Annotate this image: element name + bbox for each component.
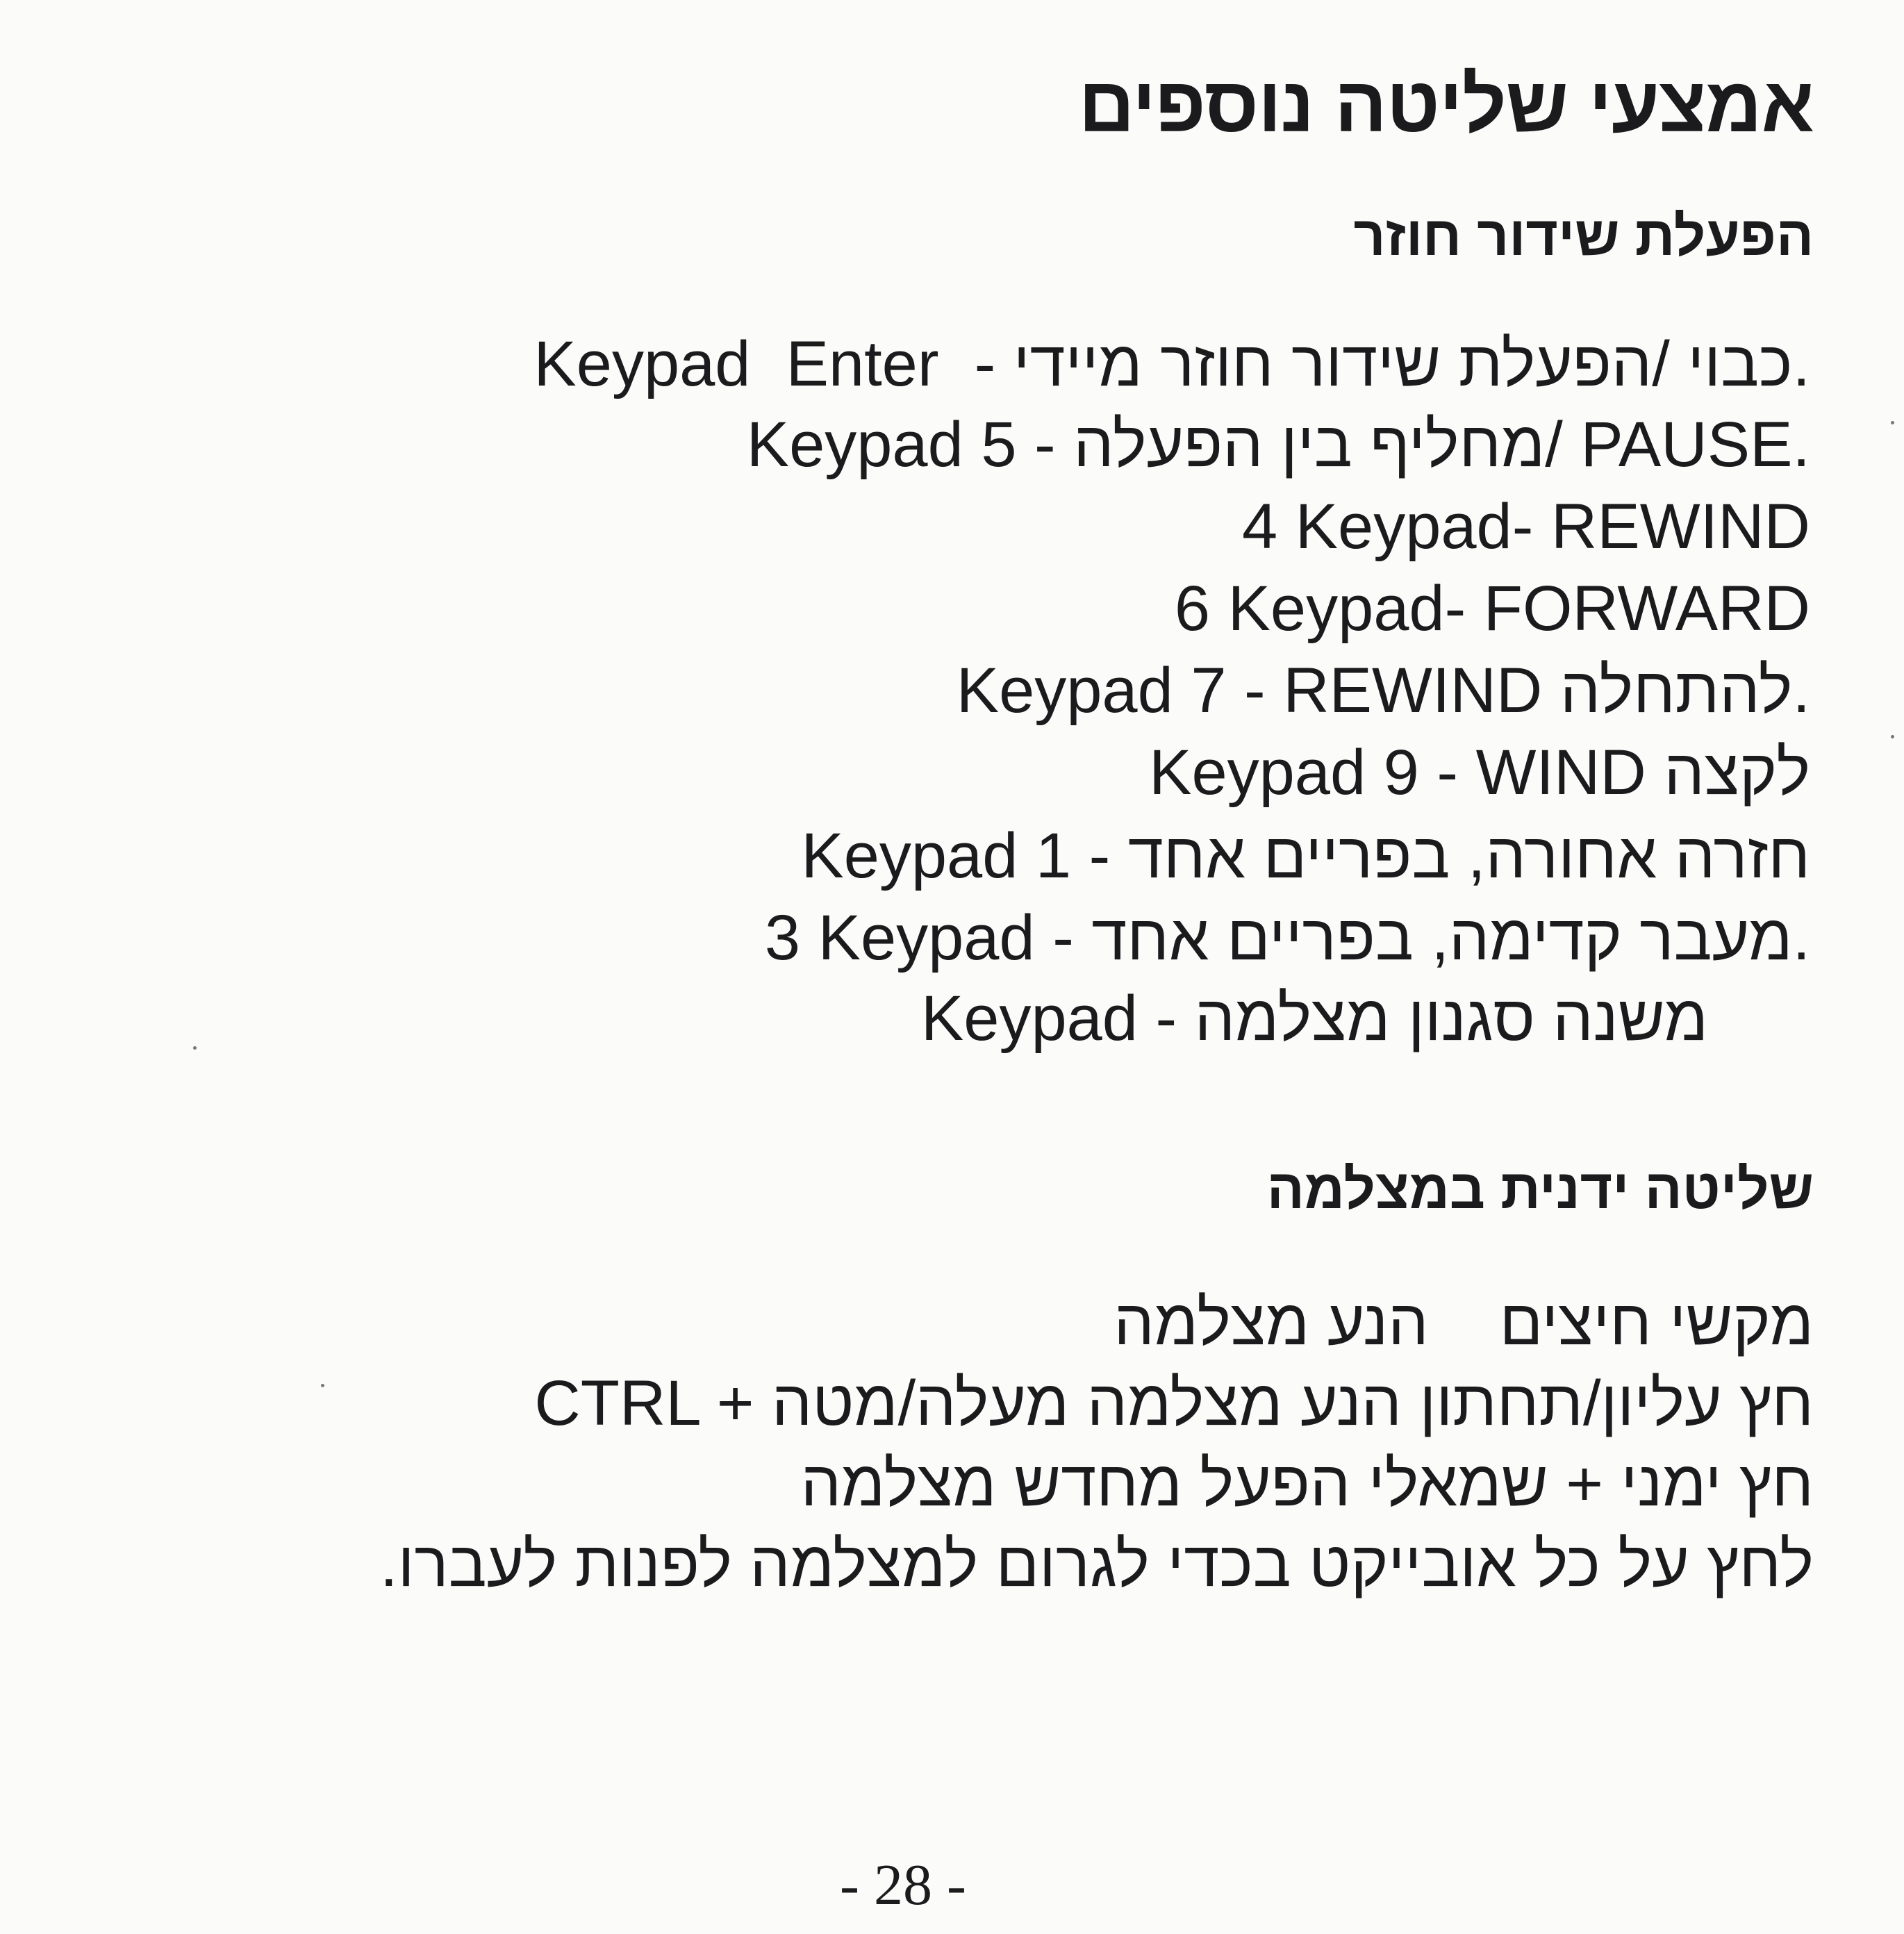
replay-line-1: Keypad 1 - חזרה אחורה, בפריים אחד xyxy=(801,820,1810,891)
manual-line-click-object: לחץ על כל אובייקט בכדי לגרום למצלמה לפנות לעברו. xyxy=(380,1529,1814,1600)
replay-line-5: Keypad 5 - מחליף בין הפעלה/ PAUSE. xyxy=(746,409,1810,480)
manual-line-reset: חץ ימני + שמאלי הפעל מחדש מצלמה xyxy=(800,1448,1814,1519)
page-number: - 28 - xyxy=(840,1853,966,1917)
replay-line-3: 3 Keypad - מעבר קדימה, בפריים אחד. xyxy=(764,902,1810,973)
paper-speck xyxy=(1891,735,1894,738)
manual-line-ctrl: CTRL + חץ עליון/תחתון הנע מצלמה מעלה/מטה xyxy=(534,1368,1814,1439)
replay-line-camera-style: Keypad - משנה סגנון מצלמה xyxy=(920,983,1708,1054)
manual-line-arrows: מקשי חיצים הנע מצלמה xyxy=(1114,1287,1814,1358)
paper-speck xyxy=(1891,421,1894,424)
replay-line-9: Keypad 9 - WIND לקצה xyxy=(1149,737,1810,808)
page-heading: אמצעי שליטה נוספים xyxy=(1078,61,1814,148)
paper-speck xyxy=(193,1046,197,1050)
section-title-replay: הפעלת שידור חוזר xyxy=(1353,205,1814,267)
replay-line-enter: Keypad Enter - כבוי /הפעלת שידור חוזר מיידי. xyxy=(533,329,1810,399)
replay-line-7: Keypad 7 - REWIND להתחלה. xyxy=(956,655,1810,726)
paper-speck xyxy=(321,1384,324,1387)
replay-line-4: 4 Keypad- REWIND xyxy=(1241,491,1810,562)
replay-line-6: 6 Keypad- FORWARD xyxy=(1174,573,1810,644)
section-title-manual: שליטה ידנית במצלמה xyxy=(1266,1158,1814,1220)
